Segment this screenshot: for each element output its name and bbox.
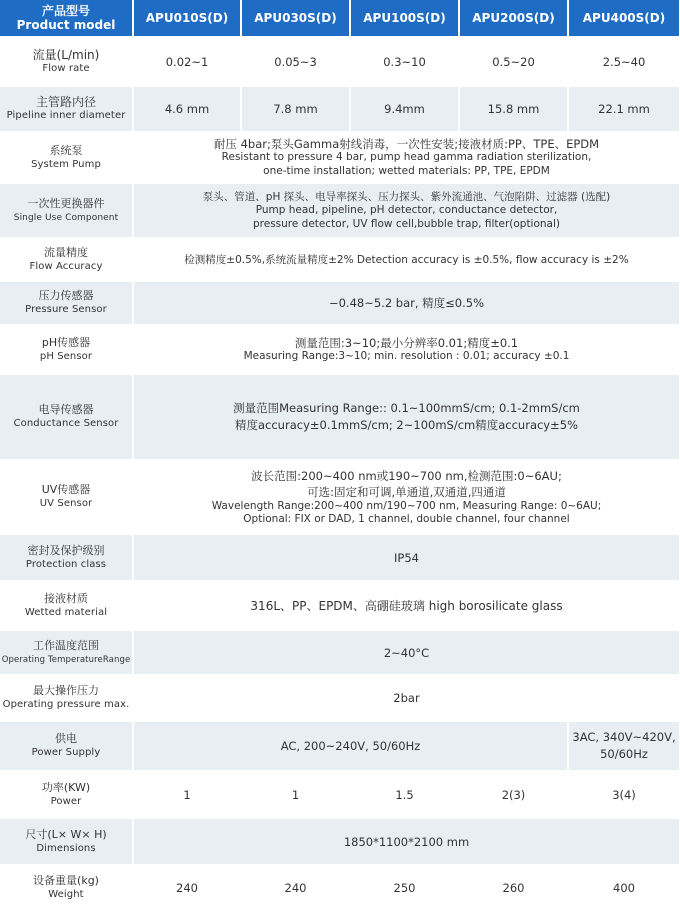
row-label-zh: 电导传感器 <box>38 403 94 416</box>
row-label-zh: 功率(KW) <box>41 780 91 794</box>
wetted-material-value <box>133 581 680 630</box>
row-label <box>0 771 133 818</box>
model-header-5: APU400S(D) <box>568 0 680 37</box>
value-line: Wavelength Range:200~400 nm/190~700 nm, Measuring Range: 0~6AU; <box>211 499 602 512</box>
row-label-zh: UV传感器 <box>41 483 91 496</box>
row-label-en: Operating pressure max. <box>2 699 130 710</box>
row-label-zh: 设备重量(kg) <box>33 874 99 887</box>
row-label-en: Protection class <box>25 558 107 570</box>
row-power-supply <box>0 721 680 771</box>
power-value: 2(3) <box>459 771 568 818</box>
value-line: −0.48~5.2 bar, 精度≤0.5% <box>328 296 485 310</box>
value-line: Measuring Range:3~10; min. resolution : 0.01; accuracy ±0.1 <box>243 349 570 362</box>
row-label-en: Dimensions <box>36 842 96 854</box>
row-dimensions <box>0 818 680 865</box>
row-label-zh: 工作温度范围 <box>33 638 99 652</box>
model-header-1: APU010S(D) <box>133 0 241 37</box>
row-conductance-sensor <box>0 374 680 460</box>
value-line: pressure detector, UV flow cell,bubble trap, filter(optional) <box>252 217 561 230</box>
row-label-en: Conductance Sensor <box>13 418 119 429</box>
system-pump-value <box>133 132 680 183</box>
value-line: 波长范围:200~400 nm或190~700 nm,检测范围:0~6AU; <box>251 468 562 483</box>
row-label-en: Operating TemperatureRange <box>1 654 131 665</box>
weight-value: 260 <box>459 865 568 911</box>
weight-value: 400 <box>568 865 680 911</box>
flow-accuracy-value <box>133 238 680 281</box>
value-line: 50/60Hz <box>600 747 648 761</box>
row-label <box>0 281 133 325</box>
row-label-en: Flow Accuracy <box>29 260 103 272</box>
flow-rate-value: 0.5~20 <box>459 37 568 86</box>
row-wetted-material <box>0 581 680 630</box>
value-line: 测量范围:3~10;最小分辨率0.01;精度±0.1 <box>294 335 519 350</box>
power-value: 1.5 <box>350 771 459 818</box>
row-system-pump <box>0 132 680 183</box>
model-header-2: APU030S(D) <box>241 0 350 37</box>
row-label <box>0 132 133 183</box>
power-value: 1 <box>133 771 241 818</box>
row-label-zh: 流量精度 <box>44 245 88 259</box>
uv-sensor-value <box>133 460 680 534</box>
row-flow-accuracy <box>0 238 680 281</box>
row-label <box>0 675 133 721</box>
value-line: 3AC, 340V~420V, <box>572 730 676 744</box>
power-value: 3(4) <box>568 771 680 818</box>
row-label-zh: 流量(L/min) <box>32 47 100 62</box>
row-ph-sensor <box>0 325 680 374</box>
row-label-zh: 一次性更换器件 <box>27 196 105 210</box>
value-line: Optional: FIX or DAD, 1 channel, double channel, four channel <box>243 513 570 525</box>
value-line: 精度accuracy±0.1mmS/cm; 2~100mS/cm精度accuracy±5% <box>234 418 578 432</box>
row-label <box>0 630 133 675</box>
pipeline-value: 22.1 mm <box>568 86 680 132</box>
value-line: Resistant to pressure 4 bar, pump head gamma radiation sterilization, <box>221 151 592 163</box>
header-label-zh: 产品型号 <box>41 4 90 18</box>
value-line: 泵头、管道、pH 探头、电导率探头、压力探头、紫外流通池、气泡陷阱、过滤器 (选配) <box>202 191 611 203</box>
flow-rate-value: 2.5~40 <box>568 37 680 86</box>
power-value: 1 <box>241 771 350 818</box>
weight-value: 240 <box>133 865 241 911</box>
row-label-en: pH Sensor <box>39 350 93 362</box>
row-label <box>0 534 133 581</box>
row-label-zh: 主管路内径 <box>35 95 96 109</box>
row-single-use <box>0 183 680 238</box>
max-pressure-value <box>133 675 680 721</box>
value-line: 测量范围Measuring Range:: 0.1~100mmS/cm; 0.1-2mmS/cm <box>233 401 580 415</box>
row-label <box>0 818 133 865</box>
row-label <box>0 325 133 374</box>
flow-rate-value: 0.02~1 <box>133 37 241 86</box>
row-weight <box>0 865 680 911</box>
power-supply-value-3ac <box>568 721 680 771</box>
header-label-en: Product model <box>16 18 116 32</box>
conductance-sensor-value <box>133 374 680 460</box>
value-line: Pump head, pipeline, pH detector, conductance detector, <box>255 204 558 216</box>
row-uv-sensor <box>0 460 680 534</box>
value-line: 检测精度±0.5%,系统流量精度±2% Detection accuracy is ±0.5%, flow accuracy is ±2% <box>184 253 629 266</box>
row-label-en: UV Sensor <box>39 498 93 509</box>
value-line: 1850*1100*2100 mm <box>343 834 470 849</box>
row-max-pressure <box>0 675 680 721</box>
flow-rate-value: 0.05~3 <box>241 37 350 86</box>
row-protection-class <box>0 534 680 581</box>
protection-class-value <box>133 534 680 581</box>
row-label-en: System Pump <box>31 158 101 170</box>
row-label-zh: pH传感器 <box>41 335 91 349</box>
row-label <box>0 238 133 281</box>
value-line: 耐压 4bar;泵头Gamma射线消毒，一次性安装;接液材质:PP、TPE、EPDM <box>213 137 600 151</box>
row-label <box>0 86 133 132</box>
temperature-value <box>133 630 680 675</box>
row-label-en: Flow rate <box>42 62 90 74</box>
row-label-en: Power Supply <box>31 747 101 758</box>
row-pipeline <box>0 86 680 132</box>
value-line: 2~40°C <box>383 645 430 660</box>
row-label-zh: 压力传感器 <box>38 289 94 302</box>
flow-rate-value: 0.3~10 <box>350 37 459 86</box>
model-header-4: APU200S(D) <box>459 0 568 37</box>
pipeline-value: 7.8 mm <box>241 86 350 132</box>
pipeline-value: 4.6 mm <box>133 86 241 132</box>
value-line: 可选:固定和可调,单通道,双通道,四通道 <box>307 484 506 499</box>
row-label-en: Single Use Component <box>13 212 119 223</box>
row-label <box>0 460 133 534</box>
row-label-zh: 接液材质 <box>44 591 88 605</box>
model-header-3: APU100S(D) <box>350 0 459 37</box>
row-label-zh: 密封及保护级别 <box>27 543 105 557</box>
pressure-sensor-value <box>133 281 680 325</box>
dimensions-value <box>133 818 680 865</box>
row-pressure-sensor <box>0 281 680 325</box>
pipeline-value: 9.4mm <box>350 86 459 132</box>
value-line: 316L、PP、EPDM、高硼硅玻璃 high borosilicate glass <box>250 598 563 613</box>
header-row <box>0 0 680 37</box>
row-label-zh: 最大操作压力 <box>33 684 99 697</box>
value-line: 2bar <box>393 691 420 705</box>
power-supply-value <box>133 721 568 771</box>
ph-sensor-value <box>133 325 680 374</box>
row-label <box>0 374 133 460</box>
row-label <box>0 865 133 911</box>
row-label <box>0 37 133 86</box>
value-line: one-time installation; wetted materials: PP, TPE, EPDM <box>263 164 550 177</box>
value-line: IP54 <box>394 550 419 565</box>
row-flow-rate <box>0 37 680 86</box>
value-line: AC, 200~240V, 50/60Hz <box>280 739 421 753</box>
row-label-en: Power <box>50 795 82 807</box>
row-power <box>0 771 680 818</box>
row-label <box>0 183 133 238</box>
header-label-cell <box>0 0 133 37</box>
row-label-zh: 供电 <box>55 732 77 745</box>
row-label-en: Pipeline inner diameter <box>6 110 126 121</box>
row-temperature <box>0 630 680 675</box>
row-label-en: Wetted material <box>24 606 108 618</box>
row-label-zh: 系统泵 <box>49 143 83 157</box>
row-label-en: Pressure Sensor <box>25 304 107 315</box>
row-label <box>0 721 133 771</box>
single-use-value <box>133 183 680 238</box>
weight-value: 250 <box>350 865 459 911</box>
row-label-en: Weight <box>48 889 84 900</box>
weight-value: 240 <box>241 865 350 911</box>
row-label <box>0 581 133 630</box>
pipeline-value: 15.8 mm <box>459 86 568 132</box>
row-label-zh: 尺寸(L× W× H) <box>25 827 107 841</box>
